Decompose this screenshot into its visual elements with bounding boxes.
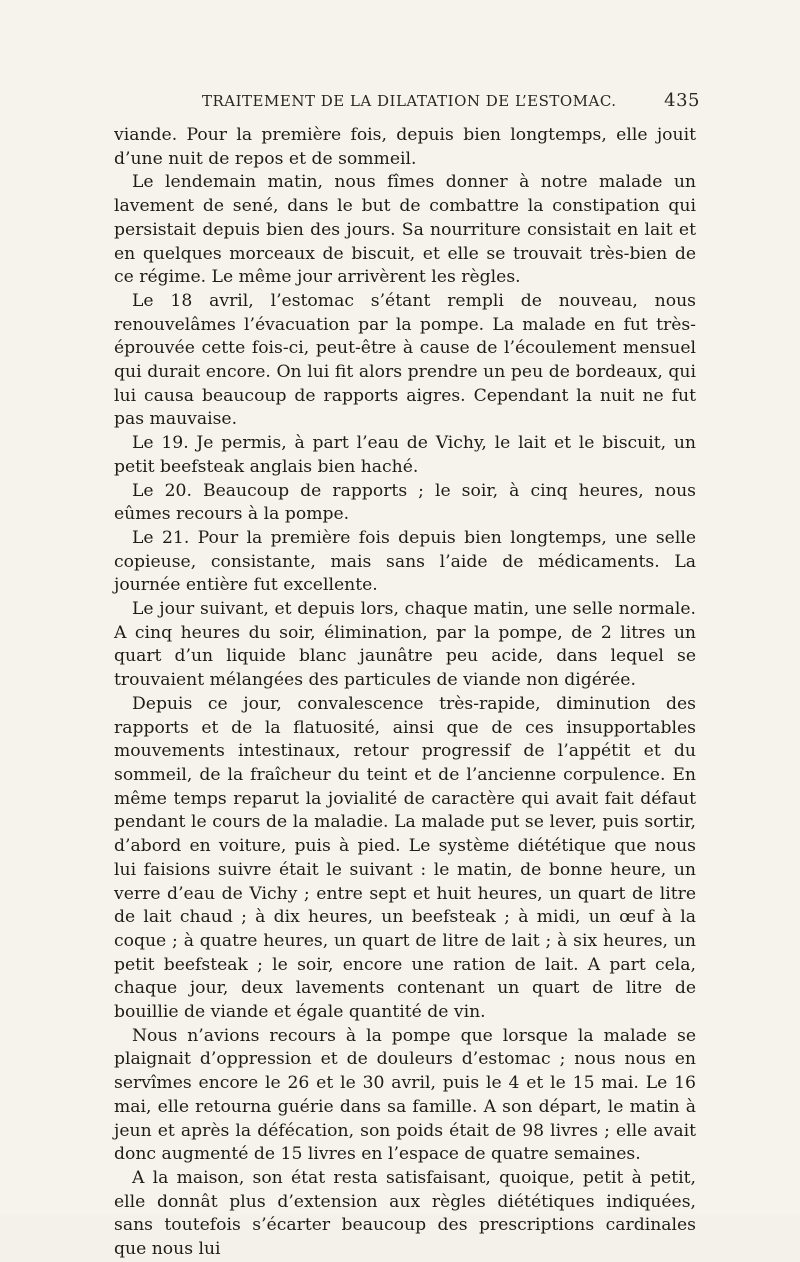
paragraph: Le 20. Beaucoup de rapports ; le soir, à cinq heures, nous eûmes recours à la pompe.	[114, 480, 696, 525]
paragraph: Nous n’avions recours à la pompe que lorsque la malade se plaignait d’oppression et de douleurs d’estomac ; nous nous en servîmes encore le 26 et le 30 avril, puis le 4 et le 15 mai. Le 16 mai, elle retourna guérie dans sa famille. A son départ, le matin à jeun et après la défécation, son poids était de 98 livres ; elle avait donc augmenté de 15 livres en l’espace de quatre semaines.	[114, 1025, 696, 1165]
running-head	[114, 90, 700, 118]
paragraph: viande. Pour la première fois, depuis bien longtemps, elle jouit d’une nuit de repos et de sommeil.	[114, 125, 696, 169]
paragraph: Le lendemain matin, nous fîmes donner à notre malade un lavement de sené, dans le but de combattre la constipation qui persistait depuis bien des jours. Sa nourriture consistait en lait et en quelques morceaux de biscuit, et elle se trouvait très-bien de ce régime. Le même jour arrivèrent les règles.	[114, 172, 696, 288]
body-text	[114, 124, 696, 1262]
paragraph: Le jour suivant, et depuis lors, chaque matin, une selle normale. A cinq heures du soir, élimination, par la pompe, de 2 litres un quart d’un liquide blanc jaunâtre peu acide, dans lequel se trouvaient mélangées des particules de viande non digérée.	[114, 599, 696, 691]
paragraph: A la maison, son état resta satisfaisant, quoique, petit à petit, elle donnât plus d’extension aux règles diététiques indiquées, sans toutefois s’écarter beaucoup des prescriptions cardinales que nous lui	[114, 1167, 696, 1260]
page-number: 435	[664, 90, 700, 111]
paragraph: Le 18 avril, l’estomac s’étant rempli de nouveau, nous renouvelâmes l’évacuation par la pompe. La malade en fut très-éprouvée cette fois-ci, peut-être à cause de l’écoulement mensuel qui durait encore. On lui fit alors prendre un peu de bordeaux, qui lui causa beaucoup de rapports aigres. Cependant la nuit ne fut pas mauvaise.	[114, 290, 696, 430]
paragraph: Le 21. Pour la première fois depuis bien longtemps, une selle copieuse, consistante, mais sans l’aide de médicaments. La journée entière fut excellente.	[114, 527, 696, 596]
paragraph: Depuis ce jour, convalescence très-rapide, diminution des rapports et de la flatuosité, ainsi que de ces insupportables mouvements intestinaux, retour progressif de l’appétit et du sommeil, de la fraîcheur du teint et de l’ancienne corpulence. En même temps reparut la jovialité de caractère qui avait fait défaut pendant le cours de la maladie. La malade put se lever, puis sortir, d’abord en voiture, puis à pied. Le système diététique que nous lui faisions suivre était le suivant : le matin, de bonne heure, un verre d’eau de Vichy ; entre sept et huit heures, un quart de litre de lait chaud ; à dix heures, un beefsteak ; à midi, un œuf à la coque ; à quatre heures, un quart de litre de lait ; à six heures, un petit beefsteak ; le soir, encore une ration de lait. A part cela, chaque jour, deux lavements contenant un quart de litre de bouillie de viande et égale quantité de vin.	[114, 693, 696, 1023]
running-title: TRAITEMENT DE LA DILATATION DE L’ESTOMAC.	[202, 92, 617, 110]
paragraph: Le 19. Je permis, à part l’eau de Vichy, le lait et le biscuit, un petit beefsteak anglais bien haché.	[114, 433, 696, 477]
